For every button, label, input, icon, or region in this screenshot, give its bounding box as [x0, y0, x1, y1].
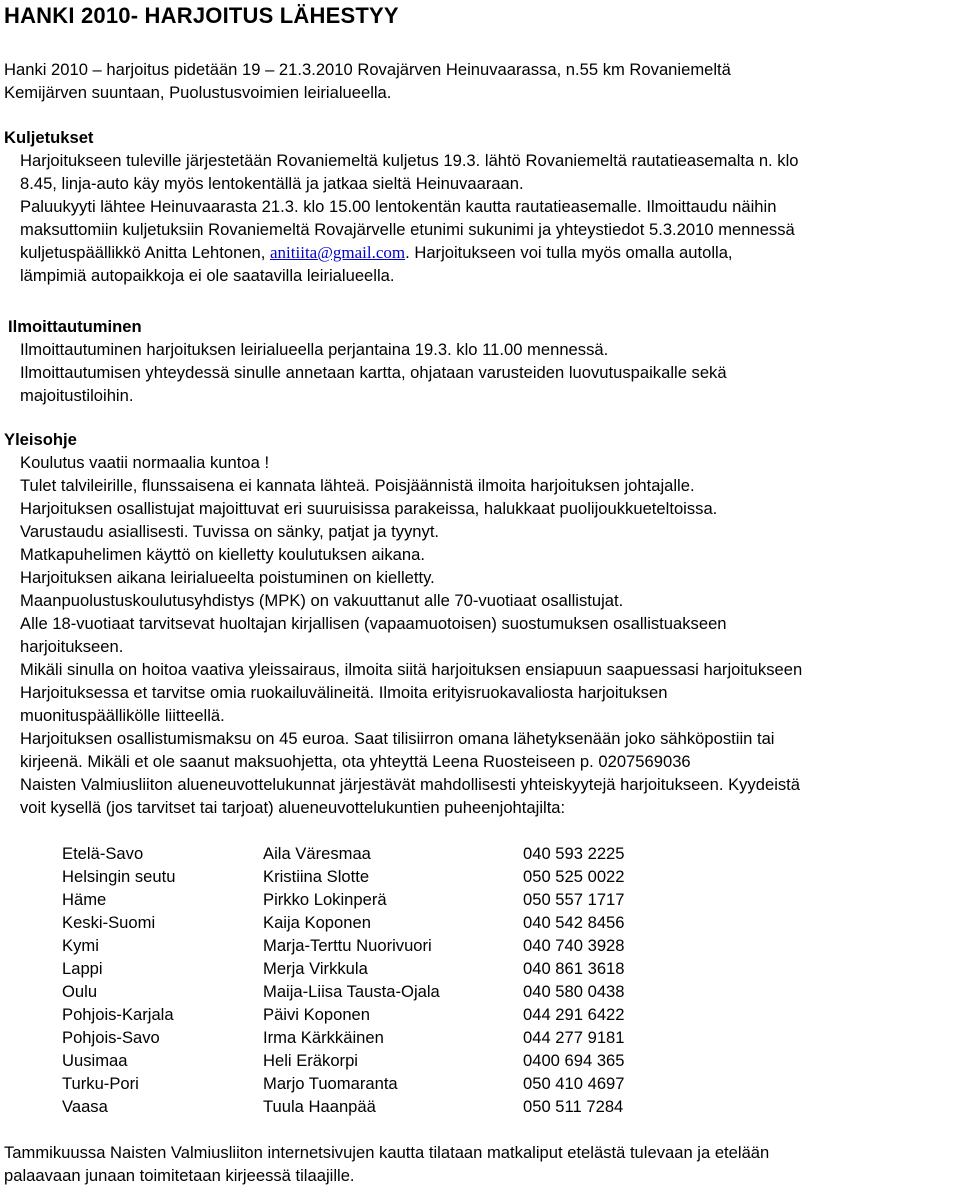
general-line: Varustaudu asiallisesti. Tuvissa on sänky, patjat ja tyynyt.	[20, 522, 440, 541]
table-row: Uusimaa Heli Eräkorpi 0400 694 365	[62, 1051, 625, 1070]
contacts-table	[62, 842, 673, 1118]
footer-line: Tammikuussa Naisten Valmiusliiton internetsivujen kautta tilataan matkaliput etelästä tulevaan ja etelään	[4, 1143, 770, 1162]
transport-contact-line: kuljetuspäällikkö Anitta Lehtonen, anitiita@gmail.com. Harjoitukseen voi tulla myös omalla autolla,	[20, 243, 733, 262]
transport-section	[20, 149, 960, 287]
general-line: Harjoituksen osallistujat majoittuvat eri suuruisissa parakeissa, halukkaat puolijoukkueteltoissa.	[20, 499, 718, 518]
table-row: Pohjois-Savo Irma Kärkkäinen 044 277 9181	[62, 1028, 625, 1047]
table-row: Kymi Marja-Terttu Nuorivuori 040 740 3928	[62, 936, 625, 955]
general-line: Harjoituksen aikana leirialueelta poistuminen on kielletty.	[20, 568, 435, 587]
transport-line: Harjoitukseen tuleville järjestetään Rovaniemeltä kuljetus 19.3. lähtö Rovaniemeltä rautatieasemalta n. klo	[20, 151, 799, 170]
table-row: Keski-Suomi Kaija Koponen 040 542 8456	[62, 913, 625, 932]
transport-line: 8.45, linja-auto käy myös lentokentällä ja jatkaa sieltä Heinuvaaraan.	[20, 174, 524, 193]
table-row: Häme Pirkko Lokinperä 050 557 1717	[62, 890, 625, 909]
intro-paragraph	[4, 58, 954, 104]
transport-line: maksuttomiin kuljetuksiin Rovaniemeltä Rovajärvelle etunimi sukunimi ja yhteystiedot 5.3.2010 mennessä	[20, 220, 795, 239]
general-heading: Yleisohje	[4, 430, 77, 449]
document-title: HANKI 2010- HARJOITUS LÄHESTYY	[4, 3, 399, 28]
registration-section	[20, 338, 960, 407]
general-line: Tulet talvileirille, flunssaisena ei kannata lähteä. Poisjäännistä ilmoita harjoituksen johtajalle.	[20, 476, 695, 495]
general-line: Naisten Valmiusliiton alueneuvottelukunnat järjestävät mahdollisesti yhteiskyytejä harjoitukseen. Kyydeistä	[20, 775, 801, 794]
general-line: Alle 18-vuotiaat tarvitsevat huoltajan kirjallisen (vapaamuotoisen) suostumuksen osallistuakseen	[20, 614, 727, 633]
transport-line: Paluukyyti lähtee Heinuvaarasta 21.3. klo 15.00 lentokentän kautta rautatieasemalle. Ilmoittaudu näihin	[20, 197, 777, 216]
general-line: Mikäli sinulla on hoitoa vaativa yleissairaus, ilmoita siitä harjoituksen ensiapuun saapuessasi harjoitukseen	[20, 660, 803, 679]
general-line: voit kysellä (jos tarvitset tai tarjoat) alueneuvottelukuntien puheenjohtajilta:	[20, 798, 566, 817]
footer-line: palaavaan junaan toimitetaan kirjeessä tilaajille.	[4, 1166, 355, 1185]
transport-heading: Kuljetukset	[4, 128, 94, 147]
intro-line: Kemijärven suuntaan, Puolustusvoimien leirialueella.	[4, 83, 392, 102]
registration-heading: Ilmoittautuminen	[8, 317, 142, 336]
intro-line: Hanki 2010 – harjoitus pidetään 19 – 21.3.2010 Rovajärven Heinuvaarassa, n.55 km Rovaniemeltä	[4, 60, 731, 79]
general-section	[20, 451, 960, 819]
general-line: Matkapuhelimen käyttö on kielletty koulutuksen aikana.	[20, 545, 425, 564]
registration-line: majoitustiloihin.	[20, 386, 134, 405]
table-row: Helsingin seutu Kristiina Slotte 050 525 0022	[62, 867, 625, 886]
general-line: Maanpuolustuskoulutusyhdistys (MPK) on vakuuttanut alle 70-vuotiaat osallistujat.	[20, 591, 624, 610]
footer-paragraph	[4, 1141, 954, 1187]
table-row: Oulu Maija-Liisa Tausta-Ojala 040 580 0438	[62, 982, 625, 1001]
email-link[interactable]: anitiita@gmail.com	[270, 243, 406, 262]
table-row: Vaasa Tuula Haanpää 050 511 7284	[62, 1097, 624, 1116]
general-line: kirjeenä. Mikäli et ole saanut maksuohjetta, ota yhteyttä Leena Ruosteiseen p. 0207569036	[20, 752, 691, 771]
general-line: harjoitukseen.	[20, 637, 124, 656]
general-line: Harjoituksessa et tarvitse omia ruokailuvälineitä. Ilmoita erityisruokavaliosta harjoituksen	[20, 683, 668, 702]
table-row: Lappi Merja Virkkula 040 861 3618	[62, 959, 625, 978]
general-line: Harjoituksen osallistumismaksu on 45 euroa. Saat tilisiirron omana lähetyksenään joko sähköpostiin tai	[20, 729, 775, 748]
transport-line: lämpimiä autopaikkoja ei ole saatavilla leirialueella.	[20, 266, 395, 285]
registration-line: Ilmoittautuminen harjoituksen leirialueella perjantaina 19.3. klo 11.00 mennessä.	[20, 340, 609, 359]
table-row: Pohjois-Karjala Päivi Koponen 044 291 6422	[62, 1005, 625, 1024]
general-line: muonituspäällikölle liitteellä.	[20, 706, 225, 725]
table-row: Turku-Pori Marjo Tuomaranta 050 410 4697	[62, 1074, 625, 1093]
registration-line: Ilmoittautumisen yhteydessä sinulle annetaan kartta, ohjataan varusteiden luovutuspaikalle sekä	[20, 363, 727, 382]
table-row: Etelä-Savo Aila Väresmaa 040 593 2225	[62, 844, 625, 863]
general-line: Koulutus vaatii normaalia kuntoa !	[20, 453, 270, 472]
